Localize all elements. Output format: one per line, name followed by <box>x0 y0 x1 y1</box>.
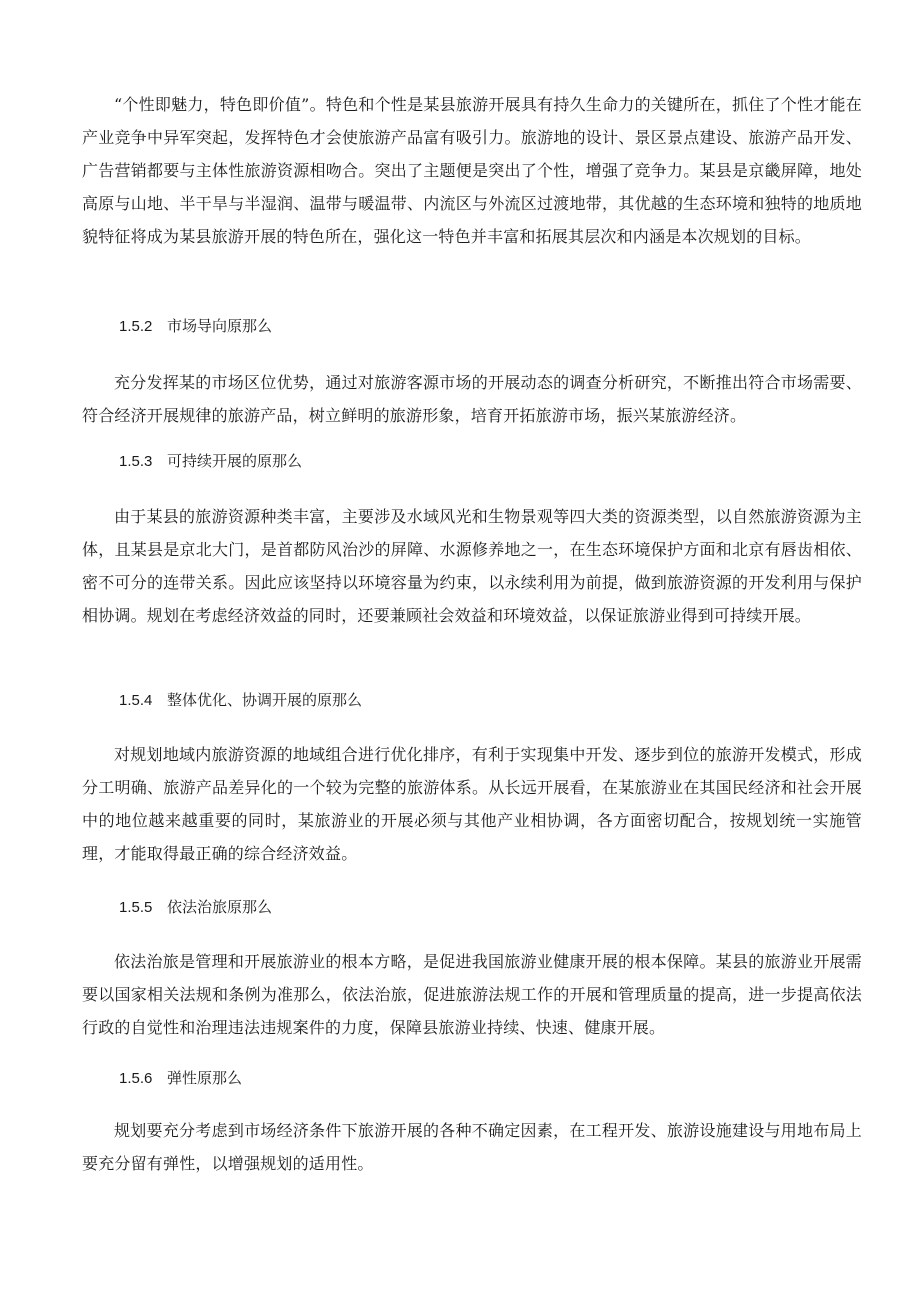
paragraph-characteristics: “个性即魅力，特色即价值”。特色和个性是某县旅游开展具有持久生命力的关键所在，抓住了个性才能在产业竞争中异军突起，发挥特色才会使旅游产品富有吸引力。旅游地的设计、景区景点建设、旅游产品开发、广告营销都要与主体性旅游资源相吻合。突出了主题便是突出了个性，增强了竞争力。某县是京畿屏障，地处高原与山地、半干旱与半湿润、温带与暖温带、内流区与外流区过渡地带，其优越的生态环境和独特的地质地貌特征将成为某县旅游开展的特色所在，强化这一特色并丰富和拓展其层次和内涵是本次规划的目标。 <box>82 95 862 246</box>
section-number: 1.5.6 <box>119 1070 153 1087</box>
section-title: 依法治旅原那么 <box>167 898 273 916</box>
section-title: 整体优化、协调开展的原那么 <box>167 691 363 709</box>
section-number: 1.5.5 <box>119 899 153 916</box>
section-heading-1-5-3 <box>119 451 302 472</box>
paragraph-sustainable: 由于某县的旅游资源种类丰富，主要涉及水域风光和生物景观等四大类的资源类型，以自然旅游资源为主体，且某县是京北大门，是首都防风治沙的屏障、水源修养地之一，在生态环境保护方面和北京有唇齿相依、密不可分的连带关系。因此应该坚持以环境容量为约束，以永续利用为前提，做到旅游资源的开发利用与保护相协调。规划在考虑经济效益的同时，还要兼顾社会效益和环境效益，以保证旅游业得到可持续开展。 <box>82 507 862 625</box>
section-heading-1-5-2 <box>119 316 272 337</box>
paragraph-rule-of-law: 依法治旅是管理和开展旅游业的根本方略，是促进我国旅游业健康开展的根本保障。某县的旅游业开展需要以国家相关法规和条例为准那么，依法治旅，促进旅游法规工作的开展和管理质量的提高，进一步提高依法行政的自觉性和治理违法违规案件的力度，保障县旅游业持续、快速、健康开展。 <box>82 952 862 1037</box>
paragraph-market-oriented: 充分发挥某的市场区位优势，通过对旅游客源市场的开展动态的调查分析研究，不断推出符合市场需要、符合经济开展规律的旅游产品，树立鲜明的旅游形象，培育开拓旅游市场，振兴某旅游经济。 <box>82 373 862 425</box>
section-title: 市场导向原那么 <box>167 317 273 335</box>
section-number: 1.5.3 <box>119 453 153 470</box>
section-title: 弹性原那么 <box>167 1069 243 1087</box>
section-title: 可持续开展的原那么 <box>167 452 303 470</box>
paragraph-optimization: 对规划地域内旅游资源的地域组合进行优化排序，有利于实现集中开发、逐步到位的旅游开发模式，形成分工明确、旅游产品差异化的一个较为完整的旅游体系。从长远开展看，在某旅游业在其国民经济和社会开展中的地位越来越重要的同时，某旅游业的开展必须与其他产业相协调，各方面密切配合，按规划统一实施管理，才能取得最正确的综合经济效益。 <box>82 745 862 863</box>
paragraph-flexibility: 规划要充分考虑到市场经济条件下旅游开展的各种不确定因素，在工程开发、旅游设施建设与用地布局上要充分留有弹性，以增强规划的适用性。 <box>82 1121 862 1173</box>
section-heading-1-5-5 <box>119 897 272 918</box>
section-heading-1-5-6 <box>119 1068 242 1089</box>
section-number: 1.5.2 <box>119 318 153 335</box>
section-heading-1-5-4 <box>119 690 362 711</box>
section-number: 1.5.4 <box>119 692 153 709</box>
